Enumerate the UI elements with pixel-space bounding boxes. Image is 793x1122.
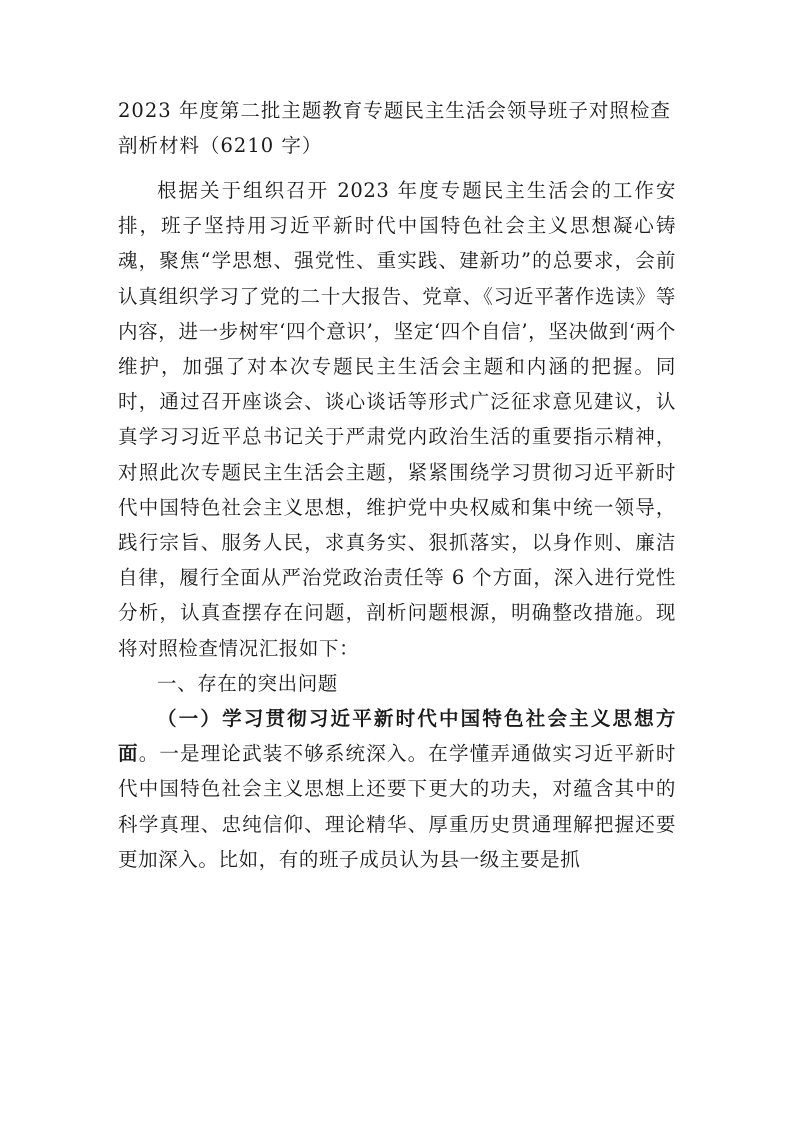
subsection-period: 。 (138, 742, 160, 766)
subsection-body: 一是理论武装不够系统深入。在学懂弄通做实习近平新时代中国特色社会主义思想上还要下更大的功夫，对蕴含其中的科学真理、忠纯信仰、理论精华、厚重历史贯通理解把握还要更加深入。比如，有的班子成员认为县一级主要是抓 (118, 742, 676, 871)
subsection-heading: （一）学习贯彻习近平新时代中国特色社会主义思想方面 (118, 707, 676, 766)
subsection-paragraph (118, 701, 676, 877)
intro-paragraph: 根据关于组织召开 2023 年度专题民主生活会的工作安排，班子坚持用习近平新时代中国特色社会主义思想凝心铸魂，聚焦“学思想、强党性、重实践、建新功”的总要求，会前认真组织学习了党的二十大报告、党章、《习近平著作选读》等内容，进一步树牢‘四个意识’，坚定‘四个自信’，坚决做到‘两个维护，加强了对本次专题民主生活会主题和内涵的把握。同时，通过召开座谈会、谈心谈话等形式广泛征求意见建议，认真学习习近平总书记关于严肃党内政治生活的重要指示精神，对照此次专题民主生活会主题，紧紧围绕学习贯彻习近平新时代中国特色社会主义思想，维护党中央权威和集中统一领导，践行宗旨、服务人民，求真务实、狠抓落实，以身作则、廉洁自律，履行全面从严治党政治责任等 6 个方面，深入进行党性分析，认真查摆存在问题，剖析问题根源，明确整改措施。现将对照检查情况汇报如下： (118, 179, 676, 660)
section-heading: 一、存在的突出问题 (157, 671, 338, 695)
document-body (118, 173, 676, 877)
document-title: 2023 年度第二批主题教育专题民主生活会领导班子对照检查剖析材料（6210 字） (118, 99, 671, 158)
